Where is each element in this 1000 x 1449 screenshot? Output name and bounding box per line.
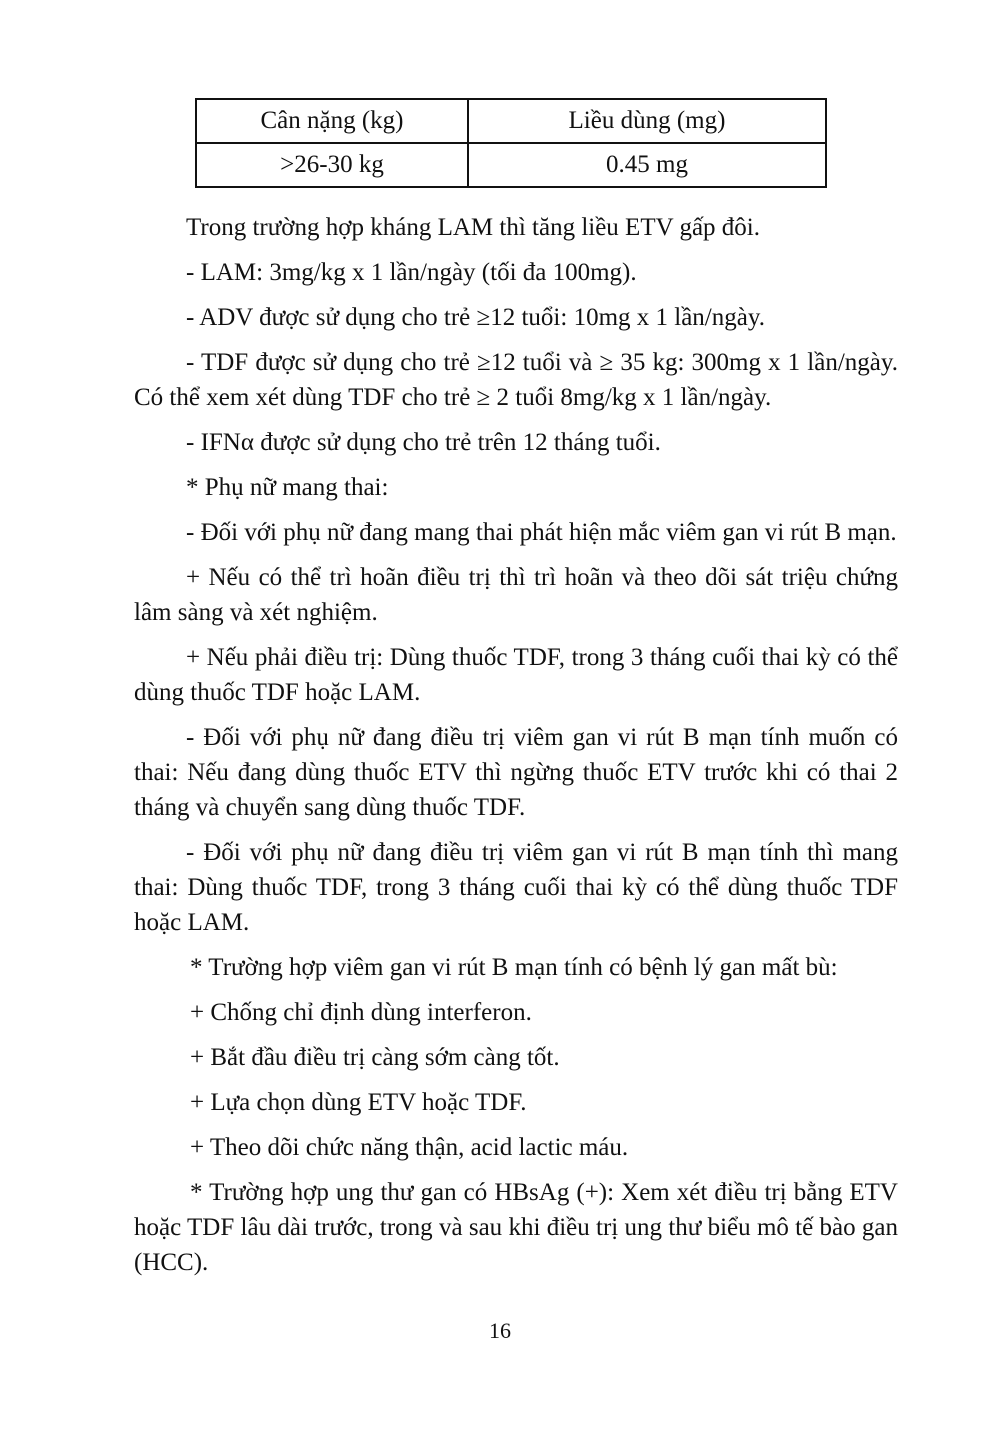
dosage-table [195, 98, 827, 188]
paragraph: + Nếu có thể trì hoãn điều trị thì trì hoãn và theo dõi sát triệu chứng lâm sàng và xét nghiệm. [134, 564, 898, 626]
table-header-row [196, 99, 826, 143]
paragraph: + Nếu phải điều trị: Dùng thuốc TDF, trong 3 tháng cuối thai kỳ có thể dùng thuốc TDF hoặc LAM. [134, 644, 898, 706]
paragraph: + Bắt đầu điều trị càng sớm càng tốt. [190, 1044, 560, 1071]
header-weight: Cân nặng (kg) [196, 99, 468, 143]
paragraph: Trong trường hợp kháng LAM thì tăng liều ETV gấp đôi. [186, 214, 760, 241]
page-number: 16 [489, 1318, 511, 1343]
paragraph: + Chống chỉ định dùng interferon. [190, 999, 532, 1026]
paragraph: + Lựa chọn dùng ETV hoặc TDF. [190, 1089, 527, 1116]
paragraph: - TDF được sử dụng cho trẻ ≥12 tuổi và ≥ 35 kg: 300mg x 1 lần/ngày. Có thể xem xét dùng TDF cho trẻ ≥ 2 tuổi 8mg/kg x 1 lần/ngày. [134, 349, 898, 411]
paragraph: + Theo dõi chức năng thận, acid lactic máu. [190, 1134, 629, 1161]
paragraph: * Trường hợp viêm gan vi rút B mạn tính có bệnh lý gan mất bù: [190, 954, 838, 981]
paragraph: - Đối với phụ nữ đang mang thai phát hiện mắc viêm gan vi rút B mạn. [186, 519, 897, 546]
paragraph: - IFNα được sử dụng cho trẻ trên 12 tháng tuổi. [186, 429, 661, 456]
cell-dose: 0.45 mg [468, 143, 826, 187]
table-row [196, 143, 826, 187]
paragraph: - LAM: 3mg/kg x 1 lần/ngày (tối đa 100mg). [186, 259, 637, 286]
header-dose: Liều dùng (mg) [468, 99, 826, 143]
body-text [134, 210, 898, 1290]
paragraph: * Phụ nữ mang thai: [186, 474, 389, 501]
paragraph: * Trường hợp ung thư gan có HBsAg (+): Xem xét điều trị bằng ETV hoặc TDF lâu dài trước, trong và sau khi điều trị ung thư biểu mô tế bào gan (HCC). [134, 1179, 898, 1276]
paragraph: - Đối với phụ nữ đang điều trị viêm gan vi rút B mạn tính thì mang thai: Dùng thuốc TDF, trong 3 tháng cuối thai kỳ có thể dùng thuốc TDF hoặc LAM. [134, 839, 898, 936]
paragraph: - Đối với phụ nữ đang điều trị viêm gan vi rút B mạn tính muốn có thai: Nếu đang dùng thuốc ETV thì ngừng thuốc ETV trước khi có thai 2 tháng và chuyển sang dùng thuốc TDF. [134, 724, 898, 821]
cell-weight: >26-30 kg [196, 143, 468, 187]
paragraph: - ADV được sử dụng cho trẻ ≥12 tuổi: 10mg x 1 lần/ngày. [186, 304, 765, 331]
